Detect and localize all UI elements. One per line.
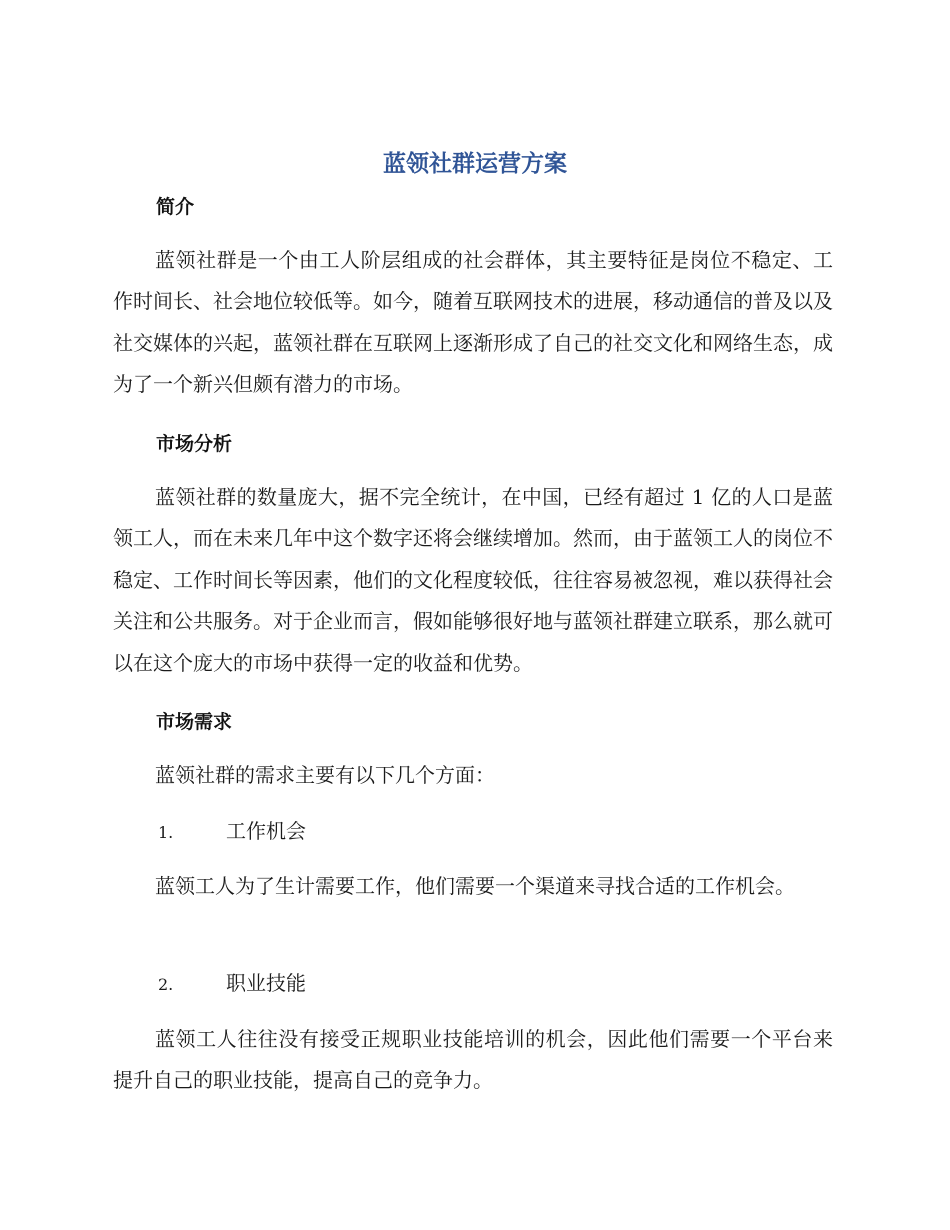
list-item-vocational-skills [158,968,306,1000]
list-number: 1. [158,823,174,842]
list-item-label: 工作机会 [226,819,306,843]
section-heading-market-analysis: 市场分析 [156,433,233,455]
job-opportunities-paragraph: 蓝领工人为了生计需要工作，他们需要一个渠道来寻找合适的工作机会。 [155,874,795,898]
list-item-job-opportunities [158,816,306,848]
section-heading-market-demand: 市场需求 [156,711,233,733]
list-number: 2. [158,975,174,994]
market-demand-intro: 蓝领社群的需求主要有以下几个方面： [155,763,495,787]
section-heading-intro: 简介 [156,196,195,218]
intro-paragraph: 蓝领社群是一个由工人阶层组成的社会群体，其主要特征是岗位不稳定、工作时间长、社会地位较低等。如今，随着互联网技术的进展，移动通信的普及以及社交媒体的兴起，蓝领社群在互联网上逐渐形成了自己的社交文化和网络生态，成为了一个新兴但颇有潜力的市场。 [113,248,833,397]
vocational-skills-paragraph: 蓝领工人往往没有接受正规职业技能培训的机会，因此他们需要一个平台来提升自己的职业技能，提高自己的竞争力。 [113,1027,833,1093]
document-title: 蓝领社群运营方案 [383,151,567,177]
market-analysis-paragraph: 蓝领社群的数量庞大，据不完全统计，在中国，已经有超过 1 亿的人口是蓝领工人，而在未来几年中这个数字还将会继续增加。然而，由于蓝领工人的岗位不稳定、工作时间长等因素，他们的文化程度较低，往往容易被忽视，难以获得社会关注和公共服务。对于企业而言，假如能够很好地与蓝领社群建立联系，那么就可以在这个庞大的市场中获得一定的收益和优势。 [113,485,833,675]
list-item-label: 职业技能 [226,971,306,995]
